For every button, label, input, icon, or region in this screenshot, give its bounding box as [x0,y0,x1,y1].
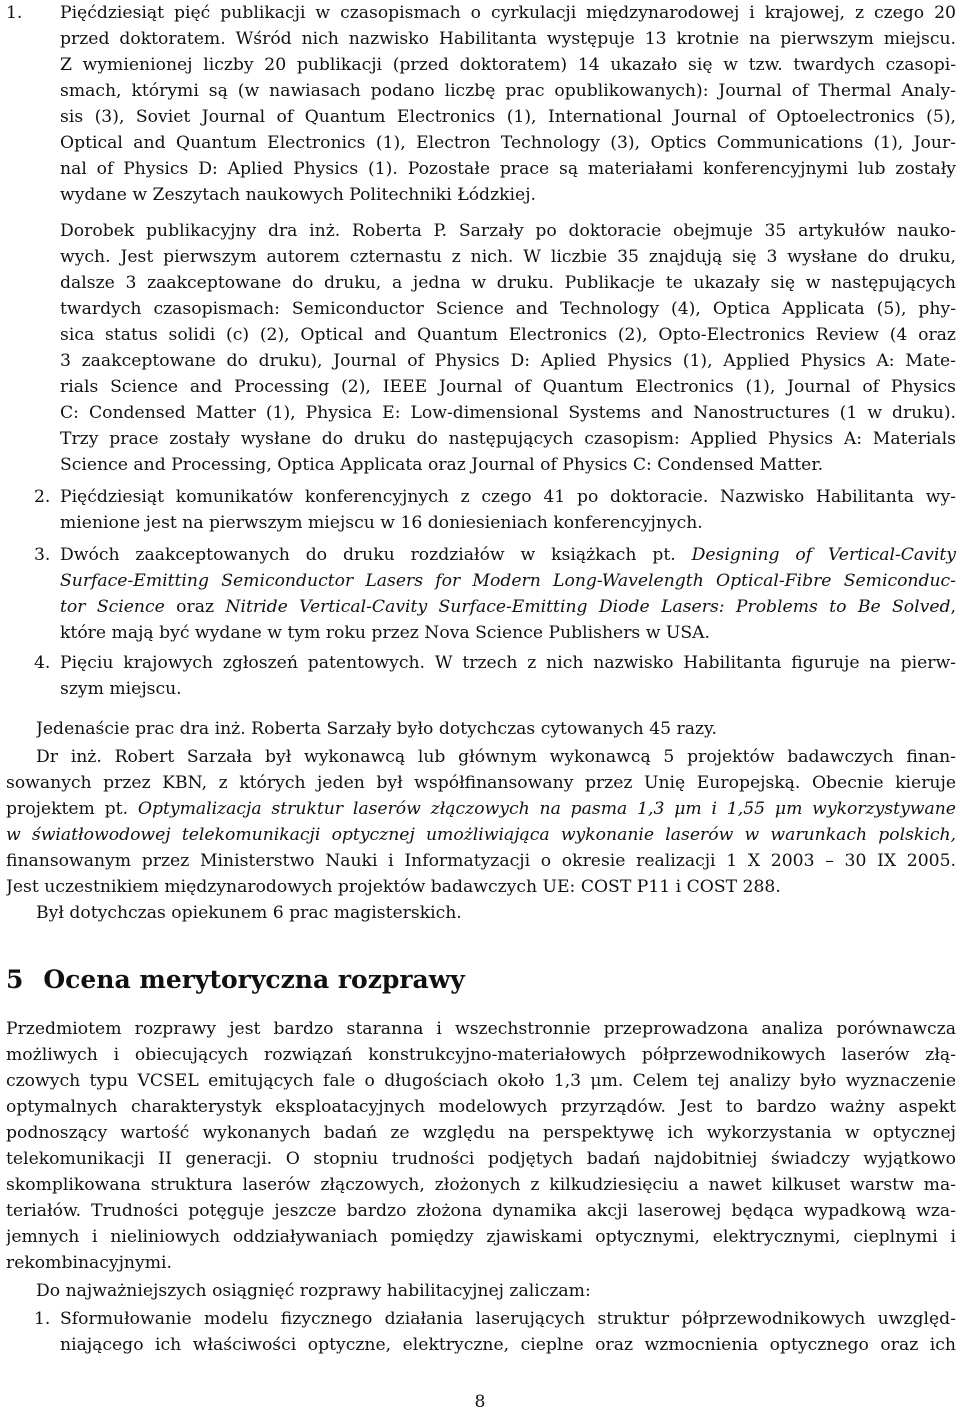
book-chapter-title: Designing of Vertical-Cavity [691,545,956,565]
section-heading [6,960,465,1000]
text-plain: Dwóch zaakceptowanych do druku rozdziałów w książkach pt. [60,545,692,565]
text-line: Trzy prace zostały wysłane do druku do następujących czasopism: Applied Physics A: Materials [60,429,956,449]
text-plain: oraz [164,597,226,617]
text-line: C: Condensed Matter (1), Physica E: Low-dimensional Systems and Nanostructures (1 w druku). [60,403,956,423]
text-line: przed doktoratem. Wśród nich nazwisko Habilitanta występuje 13 krotnie na pierwszym miejscu. [60,29,956,49]
text-plain: , [950,597,956,617]
text-line: rials Science and Processing (2), IEEE Journal of Quantum Electronics (1), Journal of Physics [60,377,956,397]
text-line: dalsze 3 zaakceptowane do druku, a jedna w druku. Publikacje te ukazały się w następujących [60,273,956,293]
text-line: Dr inż. Robert Sarzała był wykonawcą lub głównym wykonawcą 5 projektów badawczych finan- [36,747,956,767]
list-item-number: 4. [34,653,51,673]
text-line: Pięćdziesiąt komunikatów konferencyjnych z czego 41 po doktoracie. Nazwisko Habilitanta wy- [60,487,956,507]
text-line: optymalnych charakterystyk eksploatacyjnych modelowych przyrządów. Jest to bardzo ważny aspekt [6,1097,956,1117]
text-line: niającego ich właściwości optyczne, elektryczne, cieplne oraz wzmocnienia optycznego oraz ich [60,1335,956,1355]
text-line: Jest uczestnikiem międzynarodowych projektów badawczych UE: COST P11 i COST 288. [6,877,781,897]
text-line: twardych czasopismach: Semiconductor Science and Technology (4), Optica Applicata (5), phy- [60,299,956,319]
text-line: telekomunikacji II generacji. O stopniu trudności podjętych badań najdobitniej świadczy wyjątkowo [6,1149,956,1169]
text-line: możliwych i obiecujących rozwiązań konstrukcyjno-materiałowych półprzewodnikowych laserów złą- [6,1045,956,1065]
section-number: 5 [6,965,24,994]
text-line: wydane w Zeszytach naukowych Politechniki Łódzkiej. [60,185,536,205]
text-line: czowych typu VCSEL emitujących fale o długościach około 1,3 μm. Celem tej analizy było wyznaczenie [6,1071,956,1091]
book-chapter-title: Nitride Vertical-Cavity Surface-Emitting Diode Lasers: Problems to Be Solved [225,597,951,617]
text-line: które mają być wydane w tym roku przez Nova Science Publishers w USA. [60,623,711,643]
text-line [60,542,956,568]
text-line: rekombinacyjnymi. [6,1253,172,1273]
text-line: Pięćdziesiąt pięć publikacji w czasopismach o cyrkulacji międzynarodowej i krajowej, z czego 20 [60,3,956,23]
text-line: Przedmiotem rozprawy jest bardzo staranna i wszechstronnie przeprowadzona analiza porównawcza [6,1019,956,1039]
text-line: Science and Processing, Optica Applicata oraz Journal of Physics C: Condensed Matter. [60,455,824,475]
list-item-number: 1. [6,3,23,23]
text-line: teriałów. Trudności potęguje jeszcze bardzo złożona dynamika akcji laserowej będąca wypadkową wza- [6,1201,956,1221]
text-line: sica status solidi (c) (2), Optical and Quantum Electronics (2), Opto-Electronics Review (4 oraz [60,325,956,345]
text-line: Z wymienionej liczby 20 publikacji (przed doktoratem) 14 ukazało się w tzw. twardych czasopi- [60,55,956,75]
paragraph-citations: Jedenaście prac dra inż. Roberta Sarzały było dotychczas cytowanych 45 razy. [36,719,717,739]
text-line: Sformułowanie modelu fizycznego działania laserujących struktur półprzewodnikowych uwzględ- [60,1309,956,1329]
achievements-intro: Do najważniejszych osiągnięć rozprawy habilitacyjnej zaliczam: [36,1281,591,1301]
book-chapter-title: tor Science [60,597,165,617]
book-chapter-title: Surface-Emitting Semiconductor Lasers for Modern Long-Wavelength Optical-Fibre Semiconduc- [60,571,956,591]
text-line [6,796,956,822]
text-line: mienione jest na pierwszym miejscu w 16 doniesieniach konferencyjnych. [60,513,703,533]
text-line: Dorobek publikacyjny dra inż. Roberta P. Sarzały po doktoracie obejmuje 35 artykułów nauko- [60,221,956,241]
page-number: 8 [474,1392,486,1412]
text-line: nal of Physics D: Aplied Physics (1). Pozostałe prace są materiałami konferencyjnymi lub zostały [60,159,956,179]
text-line: szym miejscu. [60,679,182,699]
project-title: w światłowodowej telekomunikacji optycznej umożliwiająca wykonanie laserów w warunkach polskich, [6,825,956,845]
text-line: Pięciu krajowych zgłoszeń patentowych. W trzech z nich nazwisko Habilitanta figuruje na pierw- [60,653,956,673]
text-line: smach, którymi są (w nawiasach podano liczbę prac opublikowanych): Journal of Thermal Analy- [60,81,956,101]
text-line: sis (3), Soviet Journal of Quantum Electronics (1), International Journal of Optoelectronics (5), [60,107,956,127]
list-item-number: 3. [34,545,51,565]
text-line: podnoszący wartość wykonanych badań ze względu na perspektywę ich wykorzystania w optycznej [6,1123,956,1143]
text-line: wych. Jest pierwszym autorem czternastu z nich. W liczbie 35 znajdują się 3 wysłane do druku, [60,247,956,267]
project-title: Optymalizacja struktur laserów złączowych na pasma 1,3 μm i 1,55 μm wykorzystywane [137,799,956,819]
text-plain: projektem pt. [6,799,138,819]
text-line: finansowanym przez Ministerstwo Nauki i Informatyzacji o okresie realizacji 1 X 2003 – 30 IX 2005. [6,851,956,871]
text-line: skomplikowana struktura laserów złączowych, złożonych z kilkudziesięciu a nawet kilkuset warstw ma- [6,1175,956,1195]
paragraph-supervision: Był dotychczas opiekunem 6 prac magisterskich. [36,903,462,923]
list-item-number: 2. [34,487,51,507]
list-item-number: 1. [34,1309,51,1329]
text-line [60,594,956,620]
text-line: sowanych przez KBN, z których jeden był współfinansowany przez Unię Europejską. Obecnie kieruje [6,773,956,793]
section-title: Ocena merytoryczna rozprawy [43,965,465,994]
text-line: Optical and Quantum Electronics (1), Electron Technology (3), Optics Communications (1), Jour- [60,133,956,153]
text-line: 3 zaakceptowane do druku), Journal of Physics D: Aplied Physics (1), Applied Physics A: Mate- [60,351,956,371]
text-line: jemnych i nieliniowych oddziaływaniach pomiędzy zjawiskami optycznymi, elektrycznymi, cieplnymi i [6,1227,956,1247]
